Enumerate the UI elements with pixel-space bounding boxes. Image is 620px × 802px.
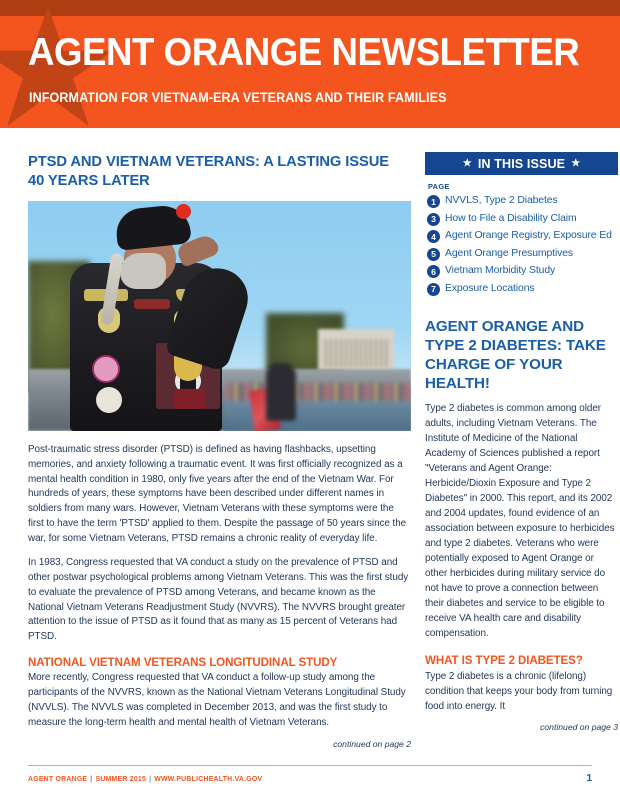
veteran-salute-photo [28,201,411,431]
in-this-issue-header [425,152,618,175]
list-item[interactable] [427,212,618,226]
page-number-badge: 1 [427,195,440,208]
page-number-badge: 5 [427,248,440,261]
main-subhead-body [28,671,411,730]
side-article-body [425,401,618,642]
photo-beret-pom [176,204,191,219]
list-item[interactable] [427,282,618,296]
two-column-layout [28,152,618,749]
sidebar-column [425,152,618,732]
list-item[interactable] [427,194,618,208]
page-column-label: PAGE [428,182,450,191]
page-number-badge: 4 [427,230,440,243]
list-item-label: Agent Orange Registry, Exposure Ed [445,230,612,241]
photo-patch-7 [96,387,122,413]
side-article-subhead: WHAT IS TYPE 2 DIABETES? [425,654,583,668]
main-article-body [28,443,411,645]
list-item[interactable] [427,264,618,278]
star-icon-right: ★ [571,157,581,169]
list-item[interactable] [427,229,618,243]
photo-lincoln-memorial [318,329,394,371]
side-continued-link[interactable]: continued on page 3 [540,722,618,733]
photo-patch-9 [174,389,206,409]
page-number-badge: 3 [427,213,440,226]
list-item-label: How to File a Disability Claim [445,212,577,224]
list-item[interactable] [427,247,618,261]
footer-credits [28,776,262,783]
photo-patch-6 [92,355,120,383]
main-continued-link[interactable]: continued on page 2 [333,738,411,749]
main-paragraph-3: More recently, Congress requested that VA conduct a follow-up study among the participants of the NVVRS, known as the National Vietnam Veterans Longitudinal Study (NVVLS). The NVVLS was completed in December 2013, and was the first study to measure the long-term health and mental health of Vietnam Veterans. [28,672,406,728]
photo-hair [120,253,166,289]
list-item-label: NVVLS, Type 2 Diabetes [445,195,558,206]
in-this-issue-box [425,152,618,296]
footer-publication: AGENT ORANGE [28,776,88,783]
footer-issue: SUMMER 2015 [95,776,147,783]
main-article-headline: PTSD AND VIETNAM VETERANS: A LASTING ISSUE 40 YEARS LATER [28,153,389,190]
photo-patch-2 [134,299,170,309]
in-this-issue-list [425,175,618,296]
main-article-subhead: NATIONAL VIETNAM VETERANS LONGITUDINAL STUDY [28,656,338,670]
list-item-label: Exposure Locations [445,282,535,294]
footer-page-number: 1 [586,773,592,784]
page-number-badge: 6 [427,265,440,278]
side-article-headline: AGENT ORANGE AND TYPE 2 DIABETES: TAKE CHARGE OF YOUR HEALTH! [425,318,606,393]
main-paragraph-2: In 1983, Congress requested that VA conduct a study on the prevalence of PTSD and other postwar psychological problems among Vietnam Veterans. This was the first study to evaluate the prevalence of PTSD among Veterans, and became known as the National Vietnam Veterans Readjustment Study (NVVRS). The NVVRS brought greater attention to the issue of PTSD as it found that as many as 15 percent of Veterans had PTSD. [28,556,409,643]
page-footer [28,765,592,784]
photo-background-figure [266,363,296,421]
star-icon-left: ★ [462,157,472,169]
page-number-badge: 7 [427,283,440,296]
page-body [0,128,620,802]
main-article-column [28,152,411,749]
footer-website[interactable]: WWW.PUBLICHEALTH.VA.GOV [154,776,263,783]
masthead-top-band [0,0,620,16]
newsletter-title: AGENT ORANGE NEWSLETTER [28,31,580,74]
newsletter-subtitle: INFORMATION FOR VIETNAM-ERA VETERANS AND THEIR FAMILIES [29,90,447,105]
footer-separator-2: | [149,776,152,783]
side-paragraph-2: Type 2 diabetes is a chronic (lifelong) condition that keeps your body from turning food into energy. It [425,671,613,713]
sidebar-spacer [425,299,618,317]
footer-separator-1: | [90,776,93,783]
footer-row [28,773,592,784]
list-item-label: Vietnam Morbidity Study [445,265,556,276]
in-this-issue-title: IN THIS ISSUE [477,156,566,171]
side-subhead-body [425,669,618,714]
list-item-label: Agent Orange Presumptives [445,247,574,259]
footer-divider [28,765,592,766]
side-paragraph-1: Type 2 diabetes is common among older adults, including Vietnam Veterans. The Institute of Medicine of the National Academy of Sciences published a report "Veterans and Agent Orange: Herbicide/Dioxin Exposure and Type 2 Diabetes" in 2000. This report, and its 2002 and 2004 updates, found evidence of an association between exposure to herbicides and type 2 diabetes. Veterans who were potentially exposed to Agent Orange or other herbicides during military service do not have to prove a connection between their diabetes and service to be eligible to receive VA health care and disability compensation. [425,402,615,640]
masthead [0,0,620,128]
main-paragraph-1: Post-traumatic stress disorder (PTSD) is defined as having flashbacks, upsetting memories, and anxiety following a traumatic event. It was first officially recognized as a mental health condition in 1980, only five years after the end of the Vietnam War. For hundreds of years, these symptoms have been described under different names in soldiers from many wars. However, Vietnam Veterans with these symptoms were the first to have the term 'PTSD' applied to them. Despite the passage of 50 years since the war, for some Vietnam Veterans, PTSD remains a chronic reality of everyday life. [28,443,407,545]
